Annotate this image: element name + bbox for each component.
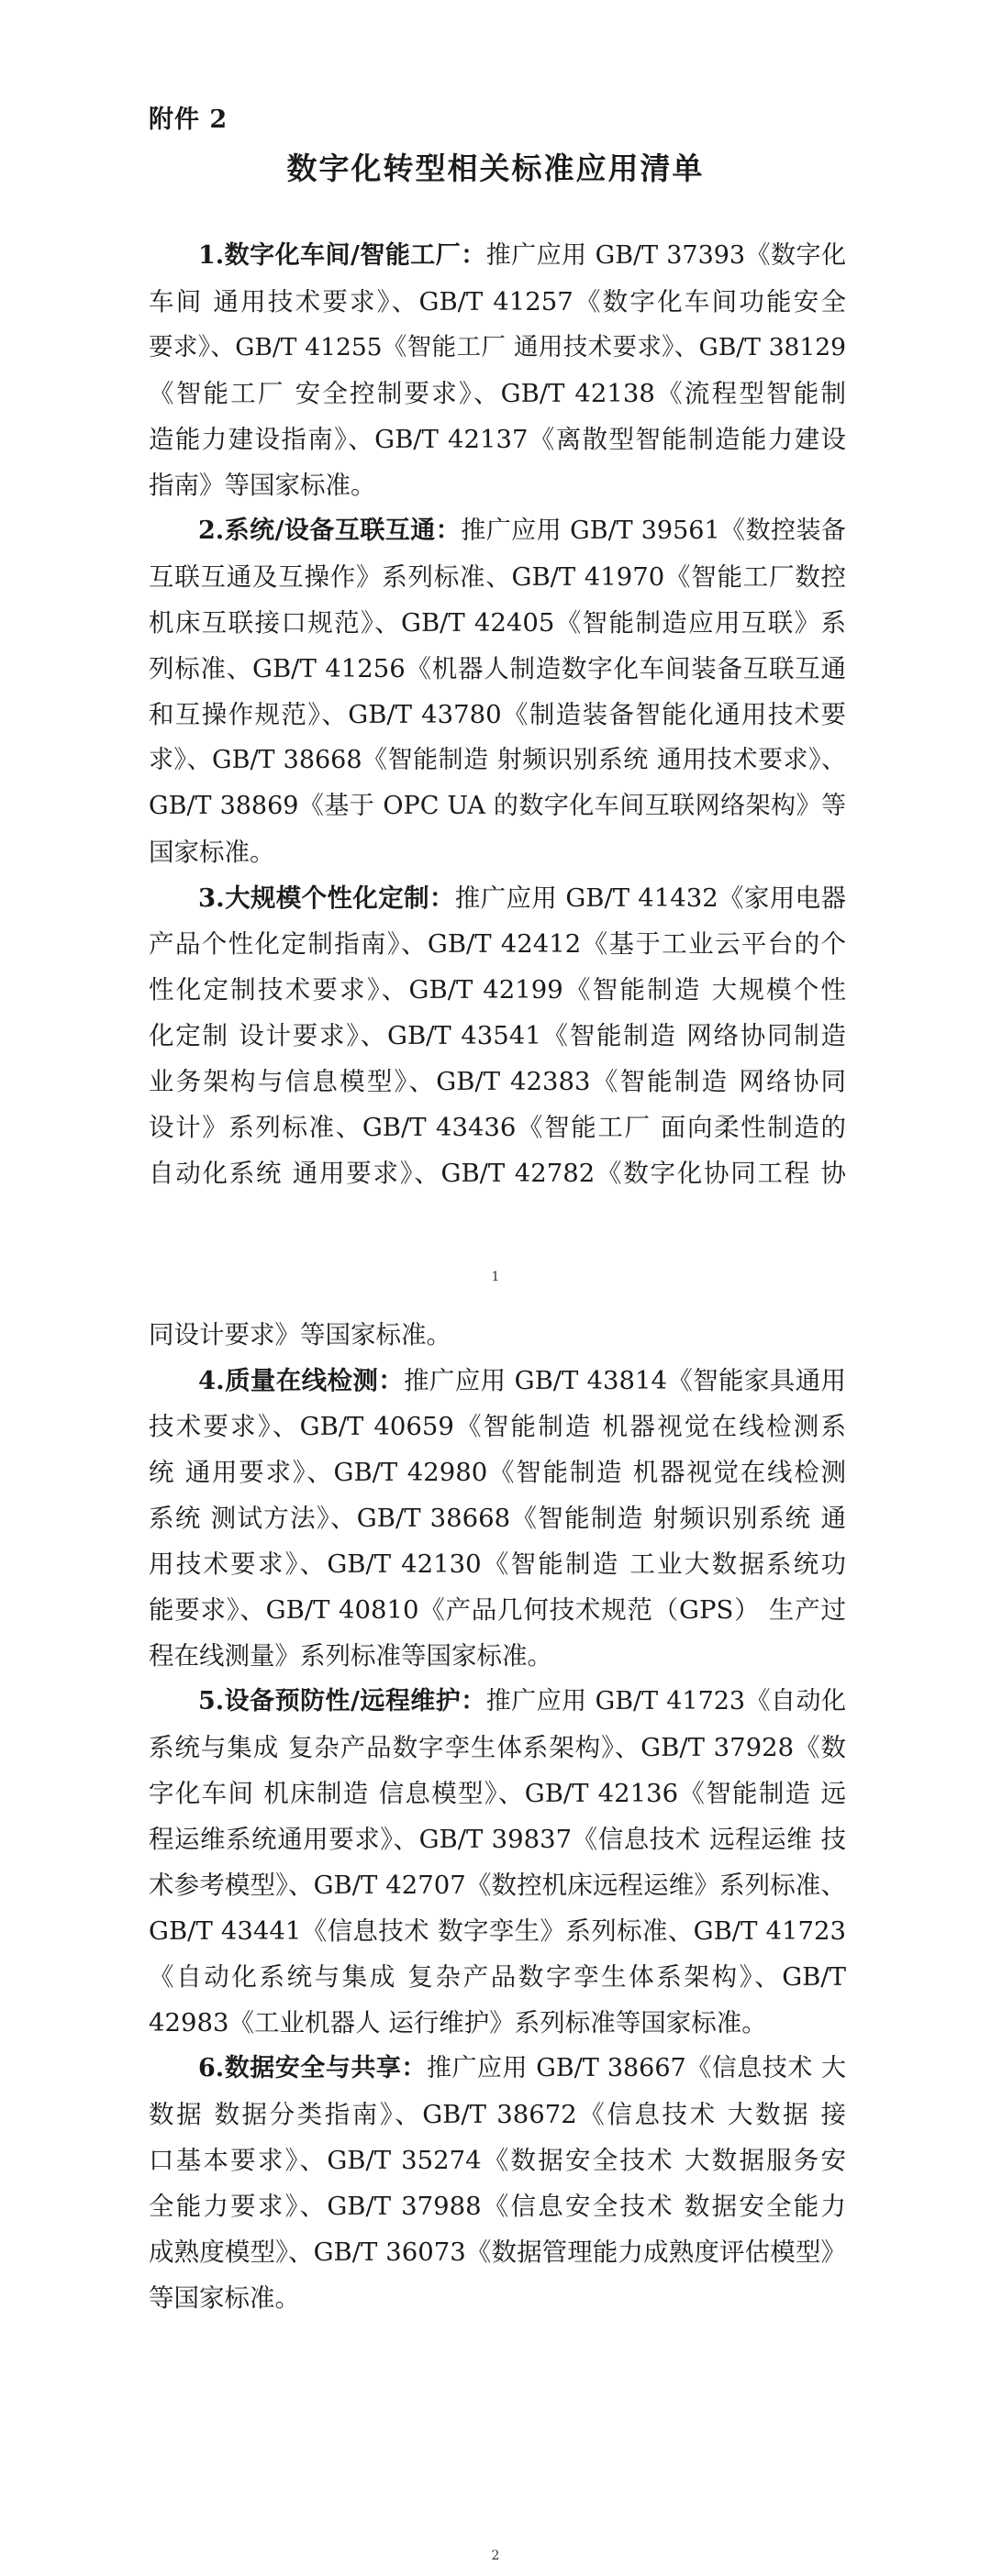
section-4-line-6: 能要求》、GB/T 40810《产品几何技术规范（GPS） 生产过 [149, 1595, 846, 1625]
section-5-line-4: 程运维系统通用要求》、GB/T 39837《信息技术 远程运维 技 [149, 1825, 846, 1854]
section-6-line-4: 全能力要求》、GB/T 37988《信息安全技术 数据安全能力 [149, 2192, 846, 2221]
attachment-label: 附件 2 [149, 105, 228, 134]
section-3-line-7: 自动化系统 通用要求》、GB/T 42782《数字化协同工程 协 [149, 1159, 846, 1188]
section-5-line-3: 字化车间 机床制造 信息模型》、GB/T 42136《智能制造 远 [149, 1779, 846, 1808]
section-2-line-6: 求》、GB/T 38668《智能制造 射频识别系统 通用技术要求》、 [149, 746, 846, 774]
section-6-line-1: 6.数据安全与共享：推广应用 GB/T 38667《信息技术 大 [198, 2054, 847, 2082]
section-1-line-5: 造能力建设指南》、GB/T 42137《离散型智能制造能力建设 [149, 425, 846, 454]
section-5-line-8: 42983《工业机器人 运行维护》系列标准等国家标准。 [149, 2008, 767, 2037]
section-4-line-2: 技术要求》、GB/T 40659《智能制造 机器视觉在线检测系 [149, 1412, 846, 1441]
section-1-line-2: 车间 通用技术要求》、GB/T 41257《数字化车间功能安全 [149, 287, 846, 316]
section-heading: 5.设备预防性/远程维护： [198, 1687, 486, 1715]
section-2-line-4: 列标准、GB/T 41256《机器人制造数字化车间装备互联互通 [149, 654, 846, 683]
section-1-line-4: 《智能工厂 安全控制要求》、GB/T 42138《流程型智能制 [149, 379, 846, 408]
section-heading: 2.系统/设备互联互通： [198, 516, 462, 545]
document-page-1 [0, 0, 991, 1284]
section-1-line-3: 要求》、GB/T 41255《智能工厂 通用技术要求》、GB/T 38129 [149, 333, 846, 361]
section-heading: 6.数据安全与共享： [198, 2054, 427, 2082]
section-5-line-5: 术参考模型》、GB/T 42707《数控机床远程运维》系列标准、 [149, 1871, 846, 1900]
page-number: 1 [491, 1270, 500, 1284]
section-5-line-2: 系统与集成 复杂产品数字孪生体系架构》、GB/T 37928《数 [149, 1733, 846, 1762]
page-number: 2 [491, 2548, 500, 2563]
section-2-line-8: 国家标准。 [149, 838, 275, 867]
section-6-line-6: 等国家标准。 [149, 2283, 300, 2313]
section-2-line-5: 和互操作规范》、GB/T 43780《制造装备智能化通用技术要 [149, 700, 846, 729]
document-page-2 [0, 1284, 991, 2576]
section-2-line-3: 机床互联接口规范》、GB/T 42405《智能制造应用互联》系 [149, 608, 846, 638]
section-6-line-5: 成熟度模型》、GB/T 36073《数据管理能力成熟度评估模型》 [149, 2237, 846, 2267]
section-4-line-3: 统 通用要求》、GB/T 42980《智能制造 机器视觉在线检测 [149, 1458, 846, 1487]
section-1-line-1: 1.数字化车间/智能工厂：推广应用 GB/T 37393《数字化 [198, 241, 846, 270]
section-4-line-7: 程在线测量》系列标准等国家标准。 [149, 1641, 552, 1671]
section-3-line-4: 化定制 设计要求》、GB/T 43541《智能制造 网络协同制造 [149, 1021, 846, 1050]
section-3-line-6: 设计》系列标准、GB/T 43436《智能工厂 面向柔性制造的 [149, 1113, 846, 1142]
section-3-line-8: 同设计要求》等国家标准。 [149, 1320, 451, 1349]
section-2-line-7: GB/T 38869《基于 OPC UA 的数字化车间互联网络架构》等 [149, 792, 846, 820]
section-heading: 1.数字化车间/智能工厂： [198, 241, 486, 270]
section-2-line-1: 2.系统/设备互联互通：推广应用 GB/T 39561《数控装备 [198, 516, 846, 545]
section-4-line-5: 用技术要求》、GB/T 42130《智能制造 工业大数据系统功 [149, 1549, 846, 1579]
section-5-line-7: 《自动化系统与集成 复杂产品数字孪生体系架构》、GB/T [149, 1962, 846, 1992]
section-3-line-3: 性化定制技术要求》、GB/T 42199《智能制造 大规模个性 [149, 975, 846, 1005]
section-5-line-6: GB/T 43441《信息技术 数字孪生》系列标准、GB/T 41723 [149, 1916, 846, 1946]
document-title: 数字化转型相关标准应用清单 [286, 150, 705, 186]
section-3-line-5: 业务架构与信息模型》、GB/T 42383《智能制造 网络协同 [149, 1067, 846, 1096]
section-6-line-3: 口基本要求》、GB/T 35274《数据安全技术 大数据服务安 [149, 2146, 846, 2175]
section-heading: 4.质量在线检测： [198, 1366, 405, 1395]
section-2-line-2: 互联互通及互操作》系列标准、GB/T 41970《智能工厂数控 [149, 562, 846, 592]
section-heading: 3.大规模个性化定制： [198, 883, 455, 913]
section-4-line-1: 4.质量在线检测：推广应用 GB/T 43814《智能家具通用 [198, 1366, 846, 1395]
section-6-line-2: 数据 数据分类指南》、GB/T 38672《信息技术 大数据 接 [149, 2100, 846, 2129]
section-3-line-2: 产品个性化定制指南》、GB/T 42412《基于工业云平台的个 [149, 929, 846, 959]
section-4-line-4: 系统 测试方法》、GB/T 38668《智能制造 射频识别系统 通 [149, 1504, 846, 1533]
section-3-line-1: 3.大规模个性化定制：推广应用 GB/T 41432《家用电器 [198, 883, 846, 913]
section-5-line-1: 5.设备预防性/远程维护：推广应用 GB/T 41723《自动化 [198, 1687, 846, 1715]
section-1-line-6: 指南》等国家标准。 [149, 471, 376, 500]
